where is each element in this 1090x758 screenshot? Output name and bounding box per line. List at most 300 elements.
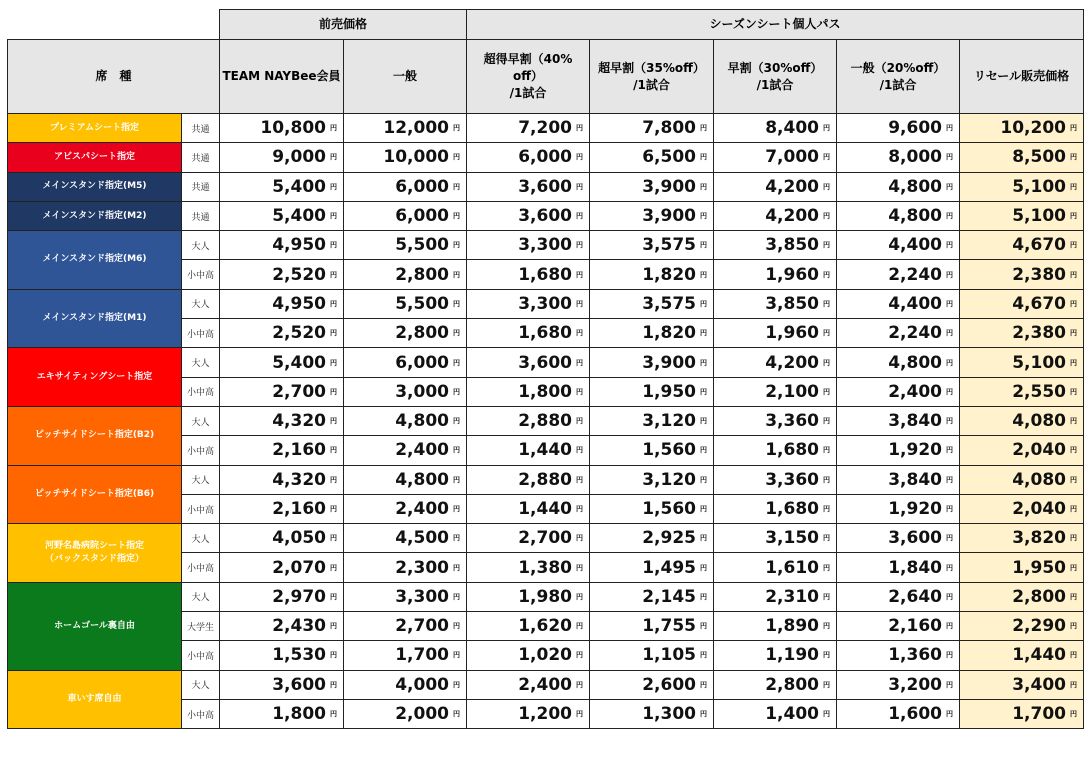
price-value: 2,800	[1012, 586, 1066, 607]
price-cell	[714, 172, 837, 201]
yen-unit: 円	[330, 212, 337, 221]
yen-unit: 円	[453, 212, 460, 221]
price-cell	[837, 201, 960, 230]
header-super-early-line1: 超得早割（40%	[483, 52, 573, 66]
price-value: 2,430	[272, 616, 326, 637]
price-value: 3,820	[1012, 528, 1066, 549]
price-cell	[467, 172, 590, 201]
seat-name: 車いす席自由	[8, 670, 182, 729]
price-value: 3,150	[765, 528, 819, 549]
price-cell	[590, 699, 714, 728]
yen-unit: 円	[823, 182, 830, 191]
price-cell	[467, 406, 590, 435]
price-cell	[714, 582, 837, 611]
header-regular-line1: 一般（20%off）	[850, 60, 946, 75]
price-cell	[590, 670, 714, 699]
price-cell	[714, 260, 837, 289]
price-value: 3,900	[642, 206, 696, 227]
price-value: 1,700	[1012, 704, 1066, 725]
price-value: 9,000	[272, 147, 326, 168]
yen-unit: 円	[1070, 182, 1077, 191]
resale-price-cell	[960, 494, 1084, 523]
price-cell	[714, 406, 837, 435]
price-value: 2,240	[888, 264, 942, 285]
header-season-pass: シーズンシート個人パス	[467, 10, 1084, 40]
price-value: 6,000	[395, 206, 449, 227]
yen-unit: 円	[700, 299, 707, 308]
yen-unit: 円	[823, 446, 830, 455]
ticket-type: 小中高	[182, 319, 220, 348]
price-value: 3,120	[642, 469, 696, 490]
price-cell	[344, 289, 467, 318]
price-value: 5,100	[1012, 206, 1066, 227]
price-cell	[590, 289, 714, 318]
price-value: 1,300	[642, 704, 696, 725]
price-value: 3,360	[765, 411, 819, 432]
price-value: 3,600	[518, 206, 572, 227]
yen-unit: 円	[1070, 563, 1077, 572]
price-cell	[220, 201, 344, 230]
yen-unit: 円	[453, 592, 460, 601]
yen-unit: 円	[823, 299, 830, 308]
price-value: 1,440	[518, 440, 572, 461]
price-value: 2,400	[395, 499, 449, 519]
price-value: 7,200	[518, 118, 572, 139]
price-cell	[467, 143, 590, 172]
price-value: 4,670	[1012, 293, 1066, 314]
header-super-early	[467, 40, 590, 114]
price-cell	[344, 348, 467, 377]
yen-unit: 円	[1070, 475, 1077, 484]
price-value: 6,000	[395, 352, 449, 373]
price-value: 5,500	[395, 235, 449, 256]
price-cell	[590, 582, 714, 611]
price-value: 1,610	[765, 557, 819, 578]
price-value: 1,440	[518, 499, 572, 519]
yen-unit: 円	[946, 680, 953, 689]
price-cell	[590, 114, 714, 143]
seat-name: メインスタンド指定(M1)	[8, 289, 182, 348]
price-value: 3,200	[888, 674, 942, 695]
price-value: 3,600	[888, 528, 942, 549]
ticket-type: 大人	[182, 289, 220, 318]
price-value: 5,400	[272, 206, 326, 227]
price-value: 2,400	[888, 381, 942, 402]
price-value: 8,500	[1012, 147, 1066, 168]
price-value: 1,960	[765, 323, 819, 344]
price-value: 8,000	[888, 147, 942, 168]
seat-name: メインスタンド指定(M2)	[8, 201, 182, 230]
price-value: 1,380	[518, 557, 572, 578]
price-cell	[714, 201, 837, 230]
price-value: 4,950	[272, 235, 326, 256]
seat-name-line2: （バックスタンド指定）	[45, 553, 144, 564]
price-cell	[220, 348, 344, 377]
price-cell	[344, 436, 467, 465]
yen-unit: 円	[700, 182, 707, 191]
header-early-line1: 早割（30%off）	[727, 60, 823, 75]
resale-price-cell	[960, 641, 1084, 670]
yen-unit: 円	[576, 651, 583, 660]
price-value: 2,700	[518, 528, 572, 549]
yen-unit: 円	[946, 299, 953, 308]
resale-price-cell	[960, 699, 1084, 728]
price-value: 2,100	[765, 381, 819, 402]
price-value: 4,080	[1012, 411, 1066, 432]
resale-price-cell	[960, 465, 1084, 494]
price-cell	[714, 494, 837, 523]
yen-unit: 円	[1070, 622, 1077, 631]
price-cell	[590, 553, 714, 582]
header-regular	[837, 40, 960, 114]
price-cell	[467, 348, 590, 377]
yen-unit: 円	[1070, 329, 1077, 338]
price-cell	[467, 289, 590, 318]
yen-unit: 円	[576, 358, 583, 367]
yen-unit: 円	[823, 680, 830, 689]
price-value: 9,600	[888, 118, 942, 139]
ticket-type: 大学生	[182, 612, 220, 641]
yen-unit: 円	[946, 563, 953, 572]
yen-unit: 円	[576, 505, 583, 513]
yen-unit: 円	[700, 417, 707, 426]
yen-unit: 円	[453, 124, 460, 133]
yen-unit: 円	[946, 241, 953, 250]
yen-unit: 円	[946, 417, 953, 426]
price-value: 4,000	[395, 674, 449, 695]
yen-unit: 円	[700, 387, 707, 396]
price-cell	[837, 377, 960, 406]
header-resale: リセール販売価格	[960, 40, 1084, 114]
price-value: 2,040	[1012, 440, 1066, 461]
yen-unit: 円	[453, 505, 460, 513]
yen-unit: 円	[823, 329, 830, 338]
price-cell	[714, 612, 837, 641]
yen-unit: 円	[1070, 534, 1077, 543]
price-cell	[590, 201, 714, 230]
price-cell	[220, 494, 344, 523]
ticket-type: 小中高	[182, 260, 220, 289]
price-cell	[590, 494, 714, 523]
price-cell	[220, 436, 344, 465]
price-value: 4,080	[1012, 469, 1066, 490]
price-cell	[714, 289, 837, 318]
yen-unit: 円	[700, 680, 707, 689]
price-value: 4,320	[272, 469, 326, 490]
price-value: 3,600	[518, 176, 572, 197]
yen-unit: 円	[576, 622, 583, 631]
resale-price-cell	[960, 612, 1084, 641]
price-value: 2,700	[395, 616, 449, 637]
ticket-type: 共通	[182, 201, 220, 230]
price-value: 1,495	[642, 557, 696, 578]
price-value: 2,040	[1012, 499, 1066, 519]
header-very-early-line2: /1試合	[633, 77, 670, 92]
price-cell	[590, 436, 714, 465]
yen-unit: 円	[330, 270, 337, 279]
price-cell	[344, 553, 467, 582]
yen-unit: 円	[330, 241, 337, 250]
yen-unit: 円	[330, 563, 337, 572]
header-super-early-line2: off）	[513, 69, 543, 83]
price-value: 2,520	[272, 264, 326, 285]
price-cell	[714, 524, 837, 553]
yen-unit: 円	[823, 387, 830, 396]
price-value: 2,700	[272, 381, 326, 402]
price-value: 4,800	[395, 469, 449, 490]
yen-unit: 円	[1070, 241, 1077, 250]
resale-price-cell	[960, 172, 1084, 201]
yen-unit: 円	[700, 475, 707, 484]
price-cell	[467, 260, 590, 289]
yen-unit: 円	[330, 182, 337, 191]
price-cell	[220, 172, 344, 201]
price-value: 1,840	[888, 557, 942, 578]
price-value: 1,890	[765, 616, 819, 637]
price-cell	[837, 553, 960, 582]
price-cell	[467, 582, 590, 611]
price-value: 7,800	[642, 118, 696, 139]
price-value: 3,600	[272, 674, 326, 695]
resale-price-cell	[960, 319, 1084, 348]
price-cell	[344, 319, 467, 348]
price-value: 3,840	[888, 411, 942, 432]
seat-name: メインスタンド指定(M5)	[8, 172, 182, 201]
price-cell	[220, 641, 344, 670]
price-cell	[344, 231, 467, 260]
price-value: 4,800	[395, 411, 449, 432]
yen-unit: 円	[823, 505, 830, 513]
table-row	[8, 114, 1084, 143]
header-very-early	[590, 40, 714, 114]
price-value: 1,190	[765, 645, 819, 666]
ticket-type: 小中高	[182, 553, 220, 582]
header-regular-line2: /1試合	[879, 77, 917, 92]
price-value: 2,070	[272, 557, 326, 578]
price-value: 4,950	[272, 293, 326, 314]
yen-unit: 円	[576, 563, 583, 572]
yen-unit: 円	[1070, 680, 1077, 689]
resale-price-cell	[960, 553, 1084, 582]
yen-unit: 円	[453, 622, 460, 631]
price-value: 1,755	[642, 616, 696, 637]
price-value: 3,850	[765, 293, 819, 314]
price-cell	[837, 436, 960, 465]
price-value: 3,600	[518, 352, 572, 373]
price-cell	[220, 612, 344, 641]
yen-unit: 円	[1070, 124, 1077, 133]
price-value: 2,400	[518, 674, 572, 695]
header-very-early-line1: 超早割（35%off）	[598, 60, 705, 75]
yen-unit: 円	[946, 358, 953, 367]
yen-unit: 円	[700, 212, 707, 221]
price-value: 1,560	[642, 440, 696, 461]
price-value: 5,400	[272, 176, 326, 197]
price-cell	[714, 553, 837, 582]
yen-unit: 円	[823, 563, 830, 572]
ticket-type: 小中高	[182, 377, 220, 406]
price-value: 2,160	[272, 499, 326, 519]
yen-unit: 円	[576, 299, 583, 308]
price-cell	[344, 582, 467, 611]
price-cell	[837, 524, 960, 553]
table-row	[8, 524, 1084, 553]
price-value: 2,800	[765, 674, 819, 695]
price-value: 1,360	[888, 645, 942, 666]
yen-unit: 円	[1070, 592, 1077, 601]
price-value: 6,000	[518, 147, 572, 168]
yen-unit: 円	[453, 680, 460, 689]
price-cell	[344, 612, 467, 641]
ticket-type: 小中高	[182, 641, 220, 670]
ticket-type: 小中高	[182, 436, 220, 465]
yen-unit: 円	[330, 622, 337, 631]
price-value: 3,400	[1012, 674, 1066, 695]
table-row	[8, 348, 1084, 377]
yen-unit: 円	[946, 124, 953, 133]
price-value: 1,680	[518, 323, 572, 344]
price-value: 2,310	[765, 586, 819, 607]
resale-price-cell	[960, 201, 1084, 230]
seat-name: アビスパシート指定	[8, 143, 182, 172]
price-value: 1,820	[642, 264, 696, 285]
ticket-type: 大人	[182, 231, 220, 260]
price-cell	[344, 465, 467, 494]
resale-price-cell	[960, 670, 1084, 699]
yen-unit: 円	[946, 212, 953, 221]
price-value: 1,600	[888, 704, 942, 725]
yen-unit: 円	[700, 505, 707, 513]
price-cell	[467, 641, 590, 670]
price-value: 6,500	[642, 147, 696, 168]
yen-unit: 円	[823, 622, 830, 631]
price-value: 1,800	[272, 704, 326, 725]
price-value: 1,620	[518, 616, 572, 637]
price-cell	[590, 260, 714, 289]
price-value: 4,200	[765, 206, 819, 227]
price-cell	[220, 114, 344, 143]
price-cell	[344, 143, 467, 172]
price-value: 5,400	[272, 352, 326, 373]
price-cell	[714, 436, 837, 465]
yen-unit: 円	[946, 475, 953, 484]
yen-unit: 円	[1070, 505, 1077, 513]
yen-unit: 円	[700, 446, 707, 455]
price-value: 6,000	[395, 176, 449, 197]
yen-unit: 円	[330, 124, 337, 133]
resale-price-cell	[960, 406, 1084, 435]
price-value: 2,925	[642, 528, 696, 549]
price-value: 1,960	[765, 264, 819, 285]
price-table	[7, 9, 1084, 729]
price-cell	[220, 377, 344, 406]
price-cell	[714, 114, 837, 143]
price-cell	[344, 114, 467, 143]
yen-unit: 円	[453, 299, 460, 308]
resale-price-cell	[960, 582, 1084, 611]
yen-unit: 円	[576, 241, 583, 250]
price-cell	[714, 377, 837, 406]
price-cell	[467, 670, 590, 699]
price-value: 3,120	[642, 411, 696, 432]
ticket-type: 小中高	[182, 494, 220, 523]
yen-unit: 円	[823, 124, 830, 133]
resale-price-cell	[960, 289, 1084, 318]
yen-unit: 円	[823, 153, 830, 162]
price-value: 4,800	[888, 206, 942, 227]
price-cell	[590, 348, 714, 377]
price-value: 3,900	[642, 176, 696, 197]
price-cell	[714, 231, 837, 260]
yen-unit: 円	[1070, 153, 1077, 162]
price-cell	[467, 377, 590, 406]
yen-unit: 円	[576, 680, 583, 689]
ticket-type: 共通	[182, 114, 220, 143]
yen-unit: 円	[453, 241, 460, 250]
price-cell	[837, 406, 960, 435]
price-value: 3,000	[395, 381, 449, 402]
price-value: 2,550	[1012, 381, 1066, 402]
yen-unit: 円	[453, 710, 460, 719]
yen-unit: 円	[453, 153, 460, 162]
price-value: 1,680	[518, 264, 572, 285]
price-value: 3,360	[765, 469, 819, 490]
price-cell	[344, 494, 467, 523]
price-value: 1,950	[642, 381, 696, 402]
price-cell	[344, 377, 467, 406]
price-cell	[837, 612, 960, 641]
price-cell	[467, 494, 590, 523]
table-row	[8, 406, 1084, 435]
yen-unit: 円	[1070, 446, 1077, 455]
price-value: 2,240	[888, 323, 942, 344]
yen-unit: 円	[576, 212, 583, 221]
yen-unit: 円	[946, 622, 953, 631]
price-cell	[344, 524, 467, 553]
price-cell	[590, 143, 714, 172]
price-value: 4,670	[1012, 235, 1066, 256]
resale-price-cell	[960, 524, 1084, 553]
price-value: 2,380	[1012, 264, 1066, 285]
yen-unit: 円	[700, 329, 707, 338]
ticket-type: 大人	[182, 582, 220, 611]
price-cell	[590, 231, 714, 260]
header-general: 一般	[344, 40, 467, 114]
price-value: 3,575	[642, 235, 696, 256]
price-cell	[837, 582, 960, 611]
price-value: 1,920	[888, 440, 942, 461]
price-cell	[344, 406, 467, 435]
price-cell	[837, 699, 960, 728]
price-cell	[590, 319, 714, 348]
seat-name: ホームゴール裏自由	[8, 582, 182, 670]
header-super-early-line3: /1試合	[509, 86, 547, 100]
price-value: 3,300	[518, 293, 572, 314]
price-cell	[220, 670, 344, 699]
yen-unit: 円	[576, 534, 583, 543]
price-value: 4,500	[395, 528, 449, 549]
price-value: 10,200	[1000, 118, 1066, 139]
price-value: 2,000	[395, 704, 449, 725]
price-cell	[220, 699, 344, 728]
yen-unit: 円	[823, 270, 830, 279]
price-value: 3,900	[642, 352, 696, 373]
seat-name	[8, 524, 182, 583]
price-value: 2,520	[272, 323, 326, 344]
price-cell	[467, 319, 590, 348]
yen-unit: 円	[330, 329, 337, 338]
seat-name: エキサイティングシート指定	[8, 348, 182, 407]
